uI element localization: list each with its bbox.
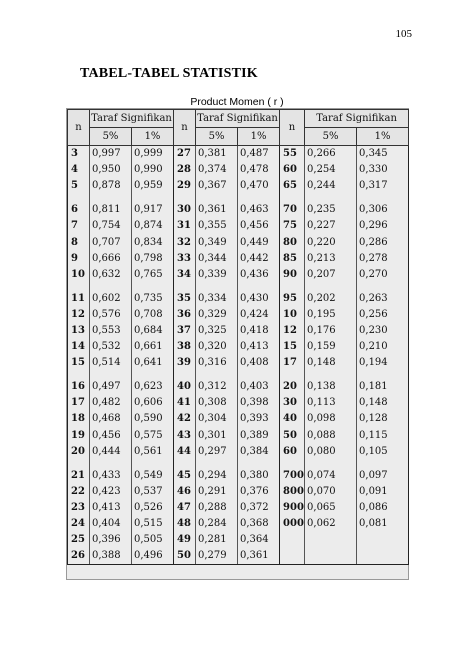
table-row (68, 428, 409, 444)
cell-5-percent: 0,413 (90, 500, 132, 516)
cell-5-percent: 0,811 (90, 202, 132, 218)
cell-n: 18 (68, 411, 90, 427)
header-n: n (174, 110, 196, 146)
cell-5-percent: 0,195 (305, 307, 357, 323)
spacer-cell (174, 194, 196, 202)
header-5-percent: 5% (196, 128, 238, 146)
cell-n: 26 (68, 548, 90, 565)
cell-1-percent: 0,959 (132, 178, 174, 194)
cell-n: 25 (68, 532, 90, 548)
spacer-cell (196, 283, 238, 291)
cell-n: 24 (68, 516, 90, 532)
spacer-cell (132, 194, 174, 202)
header-taraf-signifikan: Taraf Signifikan (305, 110, 409, 128)
cell-1-percent: 0,403 (238, 379, 280, 395)
spacer-cell (238, 371, 280, 379)
table-row (68, 444, 409, 460)
cell-n: 800 (280, 484, 305, 500)
cell-n: 20 (68, 444, 90, 460)
cell-1-percent (357, 548, 409, 565)
cell-1-percent: 0,263 (357, 291, 409, 307)
cell-n: 70 (280, 202, 305, 218)
cell-1-percent: 0,449 (238, 234, 280, 250)
table-row (68, 500, 409, 516)
cell-1-percent: 0,561 (132, 444, 174, 460)
cell-n: 15 (280, 339, 305, 355)
cell-5-percent: 0,065 (305, 500, 357, 516)
spacer-cell (357, 371, 409, 379)
cell-5-percent: 0,707 (90, 234, 132, 250)
cell-n: 22 (68, 484, 90, 500)
spacer-cell (305, 371, 357, 379)
page-number: 105 (395, 28, 412, 40)
header-1-percent: 1% (132, 128, 174, 146)
table-row (68, 532, 409, 548)
cell-1-percent: 0,393 (238, 411, 280, 427)
cell-5-percent: 0,576 (90, 307, 132, 323)
spacer-cell (280, 194, 305, 202)
cell-1-percent: 0,296 (357, 218, 409, 234)
cell-1-percent: 0,210 (357, 339, 409, 355)
cell-5-percent: 0,754 (90, 218, 132, 234)
cell-n: 49 (174, 532, 196, 548)
cell-1-percent: 0,999 (132, 146, 174, 163)
cell-5-percent: 0,334 (196, 291, 238, 307)
spacer-cell (68, 460, 90, 468)
cell-1-percent: 0,389 (238, 428, 280, 444)
cell-1-percent: 0,105 (357, 444, 409, 460)
cell-5-percent: 0,308 (196, 395, 238, 411)
cell-5-percent: 0,291 (196, 484, 238, 500)
cell-1-percent: 0,081 (357, 516, 409, 532)
cell-n: 50 (280, 428, 305, 444)
cell-n: 5 (68, 178, 90, 194)
cell-5-percent: 0,304 (196, 411, 238, 427)
cell-5-percent: 0,325 (196, 323, 238, 339)
cell-n: 40 (174, 379, 196, 395)
cell-1-percent: 0,478 (238, 162, 280, 178)
cell-1-percent: 0,549 (132, 468, 174, 484)
cell-1-percent: 0,661 (132, 339, 174, 355)
table-row (68, 218, 409, 234)
cell-n: 7 (68, 218, 90, 234)
cell-n (280, 532, 305, 548)
cell-n: 3 (68, 146, 90, 163)
cell-5-percent: 0,950 (90, 162, 132, 178)
cell-n: 32 (174, 234, 196, 250)
cell-1-percent: 0,917 (132, 202, 174, 218)
cell-1-percent: 0,256 (357, 307, 409, 323)
cell-1-percent: 0,398 (238, 395, 280, 411)
table-row (68, 146, 409, 163)
cell-1-percent: 0,496 (132, 548, 174, 565)
table-caption: Product Momen ( r ) (190, 96, 284, 108)
page-heading: TABEL-TABEL STATISTIK (80, 66, 258, 81)
cell-5-percent: 0,381 (196, 146, 238, 163)
table-row (68, 484, 409, 500)
table-row (68, 339, 409, 355)
table-row (68, 516, 409, 532)
spacer-cell (132, 283, 174, 291)
spacer-cell (305, 283, 357, 291)
cell-5-percent: 0,254 (305, 162, 357, 178)
table-row (68, 178, 409, 194)
table-row (68, 202, 409, 218)
spacer-cell (174, 460, 196, 468)
cell-1-percent: 0,684 (132, 323, 174, 339)
cell-n: 10 (68, 267, 90, 283)
spacer-cell (68, 283, 90, 291)
spacer-cell (357, 460, 409, 468)
cell-1-percent: 0,306 (357, 202, 409, 218)
cell-n: 17 (68, 395, 90, 411)
cell-1-percent: 0,515 (132, 516, 174, 532)
spacer-cell (357, 194, 409, 202)
cell-1-percent: 0,330 (357, 162, 409, 178)
cell-n: 33 (174, 251, 196, 267)
cell-5-percent: 0,456 (90, 428, 132, 444)
cell-1-percent: 0,097 (357, 468, 409, 484)
cell-5-percent: 0,602 (90, 291, 132, 307)
cell-5-percent (305, 548, 357, 565)
spacer-cell (132, 371, 174, 379)
cell-5-percent: 0,482 (90, 395, 132, 411)
cell-5-percent: 0,113 (305, 395, 357, 411)
cell-1-percent: 0,361 (238, 548, 280, 565)
cell-5-percent: 0,532 (90, 339, 132, 355)
cell-n: 41 (174, 395, 196, 411)
header-5-percent: 5% (305, 128, 357, 146)
table-row (68, 395, 409, 411)
table-row (68, 355, 409, 371)
header-1-percent: 1% (238, 128, 280, 146)
cell-5-percent: 0,088 (305, 428, 357, 444)
group-spacer (68, 460, 409, 468)
cell-5-percent: 0,148 (305, 355, 357, 371)
cell-1-percent: 0,115 (357, 428, 409, 444)
cell-1-percent: 0,487 (238, 146, 280, 163)
cell-1-percent: 0,413 (238, 339, 280, 355)
spacer-cell (357, 283, 409, 291)
cell-5-percent: 0,339 (196, 267, 238, 283)
cell-1-percent: 0,436 (238, 267, 280, 283)
cell-5-percent: 0,266 (305, 146, 357, 163)
cell-1-percent: 0,735 (132, 291, 174, 307)
cell-1-percent: 0,623 (132, 379, 174, 395)
cell-5-percent: 0,070 (305, 484, 357, 500)
spacer-cell (238, 194, 280, 202)
spacer-cell (280, 460, 305, 468)
cell-1-percent: 0,990 (132, 162, 174, 178)
cell-5-percent: 0,997 (90, 146, 132, 163)
cell-5-percent: 0,138 (305, 379, 357, 395)
cell-1-percent: 0,575 (132, 428, 174, 444)
cell-5-percent: 0,207 (305, 267, 357, 283)
cell-1-percent: 0,278 (357, 251, 409, 267)
cell-n: 20 (280, 379, 305, 395)
cell-5-percent: 0,202 (305, 291, 357, 307)
cell-1-percent: 0,376 (238, 484, 280, 500)
cell-1-percent: 0,380 (238, 468, 280, 484)
cell-1-percent: 0,834 (132, 234, 174, 250)
cell-5-percent: 0,878 (90, 178, 132, 194)
cell-1-percent: 0,708 (132, 307, 174, 323)
cell-5-percent: 0,301 (196, 428, 238, 444)
cell-1-percent: 0,372 (238, 500, 280, 516)
table-row (68, 468, 409, 484)
table-row (68, 548, 409, 565)
cell-n: 11 (68, 291, 90, 307)
cell-n: 9 (68, 251, 90, 267)
cell-1-percent: 0,765 (132, 267, 174, 283)
header-n: n (68, 110, 90, 146)
cell-5-percent: 0,388 (90, 548, 132, 565)
cell-5-percent: 0,080 (305, 444, 357, 460)
cell-5-percent: 0,176 (305, 323, 357, 339)
header-n: n (280, 110, 305, 146)
cell-n: 30 (174, 202, 196, 218)
spacer-cell (238, 283, 280, 291)
cell-n: 46 (174, 484, 196, 500)
cell-1-percent: 0,345 (357, 146, 409, 163)
cell-1-percent: 0,590 (132, 411, 174, 427)
cell-1-percent: 0,286 (357, 234, 409, 250)
cell-n: 60 (280, 162, 305, 178)
cell-5-percent: 0,329 (196, 307, 238, 323)
header-taraf-signifikan: Taraf Signifikan (196, 110, 280, 128)
cell-5-percent: 0,468 (90, 411, 132, 427)
cell-5-percent: 0,355 (196, 218, 238, 234)
cell-5-percent: 0,294 (196, 468, 238, 484)
cell-5-percent: 0,404 (90, 516, 132, 532)
cell-n: 6 (68, 202, 90, 218)
cell-n: 34 (174, 267, 196, 283)
cell-1-percent: 0,230 (357, 323, 409, 339)
cell-n: 90 (280, 267, 305, 283)
cell-1-percent: 0,128 (357, 411, 409, 427)
cell-5-percent: 0,553 (90, 323, 132, 339)
cell-5-percent: 0,423 (90, 484, 132, 500)
cell-5-percent: 0,098 (305, 411, 357, 427)
cell-n: 65 (280, 178, 305, 194)
cell-5-percent: 0,320 (196, 339, 238, 355)
cell-n: 8 (68, 234, 90, 250)
cell-1-percent: 0,442 (238, 251, 280, 267)
cell-1-percent: 0,874 (132, 218, 174, 234)
cell-n: 39 (174, 355, 196, 371)
cell-n: 85 (280, 251, 305, 267)
cell-n: 900 (280, 500, 305, 516)
cell-1-percent: 0,418 (238, 323, 280, 339)
spacer-cell (90, 194, 132, 202)
cell-5-percent: 0,349 (196, 234, 238, 250)
cell-1-percent: 0,408 (238, 355, 280, 371)
cell-n: 700 (280, 468, 305, 484)
cell-n: 29 (174, 178, 196, 194)
cell-n: 27 (174, 146, 196, 163)
cell-5-percent: 0,227 (305, 218, 357, 234)
group-spacer (68, 283, 409, 291)
table-row (68, 307, 409, 323)
cell-1-percent: 0,317 (357, 178, 409, 194)
spacer-cell (305, 460, 357, 468)
cell-1-percent: 0,384 (238, 444, 280, 460)
cell-n: 4 (68, 162, 90, 178)
table-row (68, 251, 409, 267)
cell-n: 12 (280, 323, 305, 339)
cell-5-percent: 0,213 (305, 251, 357, 267)
cell-n: 60 (280, 444, 305, 460)
cell-n: 23 (68, 500, 90, 516)
cell-5-percent: 0,374 (196, 162, 238, 178)
cell-1-percent: 0,364 (238, 532, 280, 548)
cell-n: 13 (68, 323, 90, 339)
cell-5-percent: 0,444 (90, 444, 132, 460)
cell-5-percent: 0,288 (196, 500, 238, 516)
cell-n: 30 (280, 395, 305, 411)
cell-5-percent: 0,497 (90, 379, 132, 395)
cell-1-percent: 0,641 (132, 355, 174, 371)
cell-5-percent: 0,361 (196, 202, 238, 218)
cell-n: 31 (174, 218, 196, 234)
cell-5-percent: 0,312 (196, 379, 238, 395)
cell-1-percent: 0,091 (357, 484, 409, 500)
header-taraf-signifikan: Taraf Signifikan (90, 110, 174, 128)
cell-5-percent: 0,344 (196, 251, 238, 267)
cell-n: 45 (174, 468, 196, 484)
table-row (68, 291, 409, 307)
cell-n: 43 (174, 428, 196, 444)
cell-n: 35 (174, 291, 196, 307)
cell-n: 37 (174, 323, 196, 339)
cell-5-percent: 0,074 (305, 468, 357, 484)
spacer-cell (132, 460, 174, 468)
cell-n: 48 (174, 516, 196, 532)
cell-5-percent: 0,367 (196, 178, 238, 194)
cell-5-percent: 0,514 (90, 355, 132, 371)
cell-n: 19 (68, 428, 90, 444)
table-row (68, 323, 409, 339)
cell-n: 38 (174, 339, 196, 355)
cell-5-percent: 0,316 (196, 355, 238, 371)
spacer-cell (174, 283, 196, 291)
spacer-cell (196, 194, 238, 202)
cell-5-percent: 0,235 (305, 202, 357, 218)
spacer-cell (196, 371, 238, 379)
cell-n: 75 (280, 218, 305, 234)
table-row (68, 162, 409, 178)
statistics-table-scan (66, 108, 409, 580)
cell-n: 16 (68, 379, 90, 395)
cell-1-percent: 0,798 (132, 251, 174, 267)
cell-5-percent: 0,666 (90, 251, 132, 267)
cell-n: 14 (68, 339, 90, 355)
table-row (68, 411, 409, 427)
cell-n (280, 548, 305, 565)
cell-5-percent: 0,244 (305, 178, 357, 194)
table-row (68, 234, 409, 250)
header-5-percent: 5% (90, 128, 132, 146)
spacer-cell (280, 371, 305, 379)
cell-1-percent: 0,470 (238, 178, 280, 194)
cell-1-percent: 0,505 (132, 532, 174, 548)
cell-5-percent (305, 532, 357, 548)
cell-n: 17 (280, 355, 305, 371)
cell-1-percent: 0,606 (132, 395, 174, 411)
cell-n: 10 (280, 307, 305, 323)
group-spacer (68, 371, 409, 379)
cell-n: 44 (174, 444, 196, 460)
cell-5-percent: 0,632 (90, 267, 132, 283)
product-moment-table (67, 109, 409, 565)
cell-1-percent: 0,148 (357, 395, 409, 411)
cell-n: 42 (174, 411, 196, 427)
spacer-cell (238, 460, 280, 468)
cell-1-percent: 0,430 (238, 291, 280, 307)
cell-5-percent: 0,433 (90, 468, 132, 484)
cell-5-percent: 0,062 (305, 516, 357, 532)
header-1-percent: 1% (357, 128, 409, 146)
cell-1-percent: 0,086 (357, 500, 409, 516)
cell-n: 36 (174, 307, 196, 323)
spacer-cell (90, 460, 132, 468)
cell-1-percent: 0,526 (132, 500, 174, 516)
cell-5-percent: 0,396 (90, 532, 132, 548)
cell-1-percent: 0,463 (238, 202, 280, 218)
cell-5-percent: 0,297 (196, 444, 238, 460)
cell-5-percent: 0,279 (196, 548, 238, 565)
table-body (68, 146, 409, 565)
cell-n: 55 (280, 146, 305, 163)
spacer-cell (174, 371, 196, 379)
cell-n: 000 (280, 516, 305, 532)
cell-1-percent: 0,424 (238, 307, 280, 323)
spacer-cell (68, 194, 90, 202)
cell-n: 12 (68, 307, 90, 323)
cell-1-percent: 0,181 (357, 379, 409, 395)
spacer-cell (90, 283, 132, 291)
table-row (68, 267, 409, 283)
cell-n: 40 (280, 411, 305, 427)
cell-n: 15 (68, 355, 90, 371)
cell-n: 50 (174, 548, 196, 565)
cell-1-percent: 0,456 (238, 218, 280, 234)
spacer-cell (196, 460, 238, 468)
cell-1-percent: 0,537 (132, 484, 174, 500)
spacer-cell (68, 371, 90, 379)
group-spacer (68, 194, 409, 202)
cell-n: 95 (280, 291, 305, 307)
cell-n: 80 (280, 234, 305, 250)
cell-5-percent: 0,159 (305, 339, 357, 355)
cell-1-percent (357, 532, 409, 548)
cell-n: 28 (174, 162, 196, 178)
spacer-cell (305, 194, 357, 202)
cell-1-percent: 0,368 (238, 516, 280, 532)
table-row (68, 379, 409, 395)
cell-5-percent: 0,281 (196, 532, 238, 548)
cell-1-percent: 0,194 (357, 355, 409, 371)
spacer-cell (90, 371, 132, 379)
cell-n: 21 (68, 468, 90, 484)
cell-5-percent: 0,284 (196, 516, 238, 532)
spacer-cell (280, 283, 305, 291)
cell-n: 47 (174, 500, 196, 516)
cell-1-percent: 0,270 (357, 267, 409, 283)
cell-5-percent: 0,220 (305, 234, 357, 250)
